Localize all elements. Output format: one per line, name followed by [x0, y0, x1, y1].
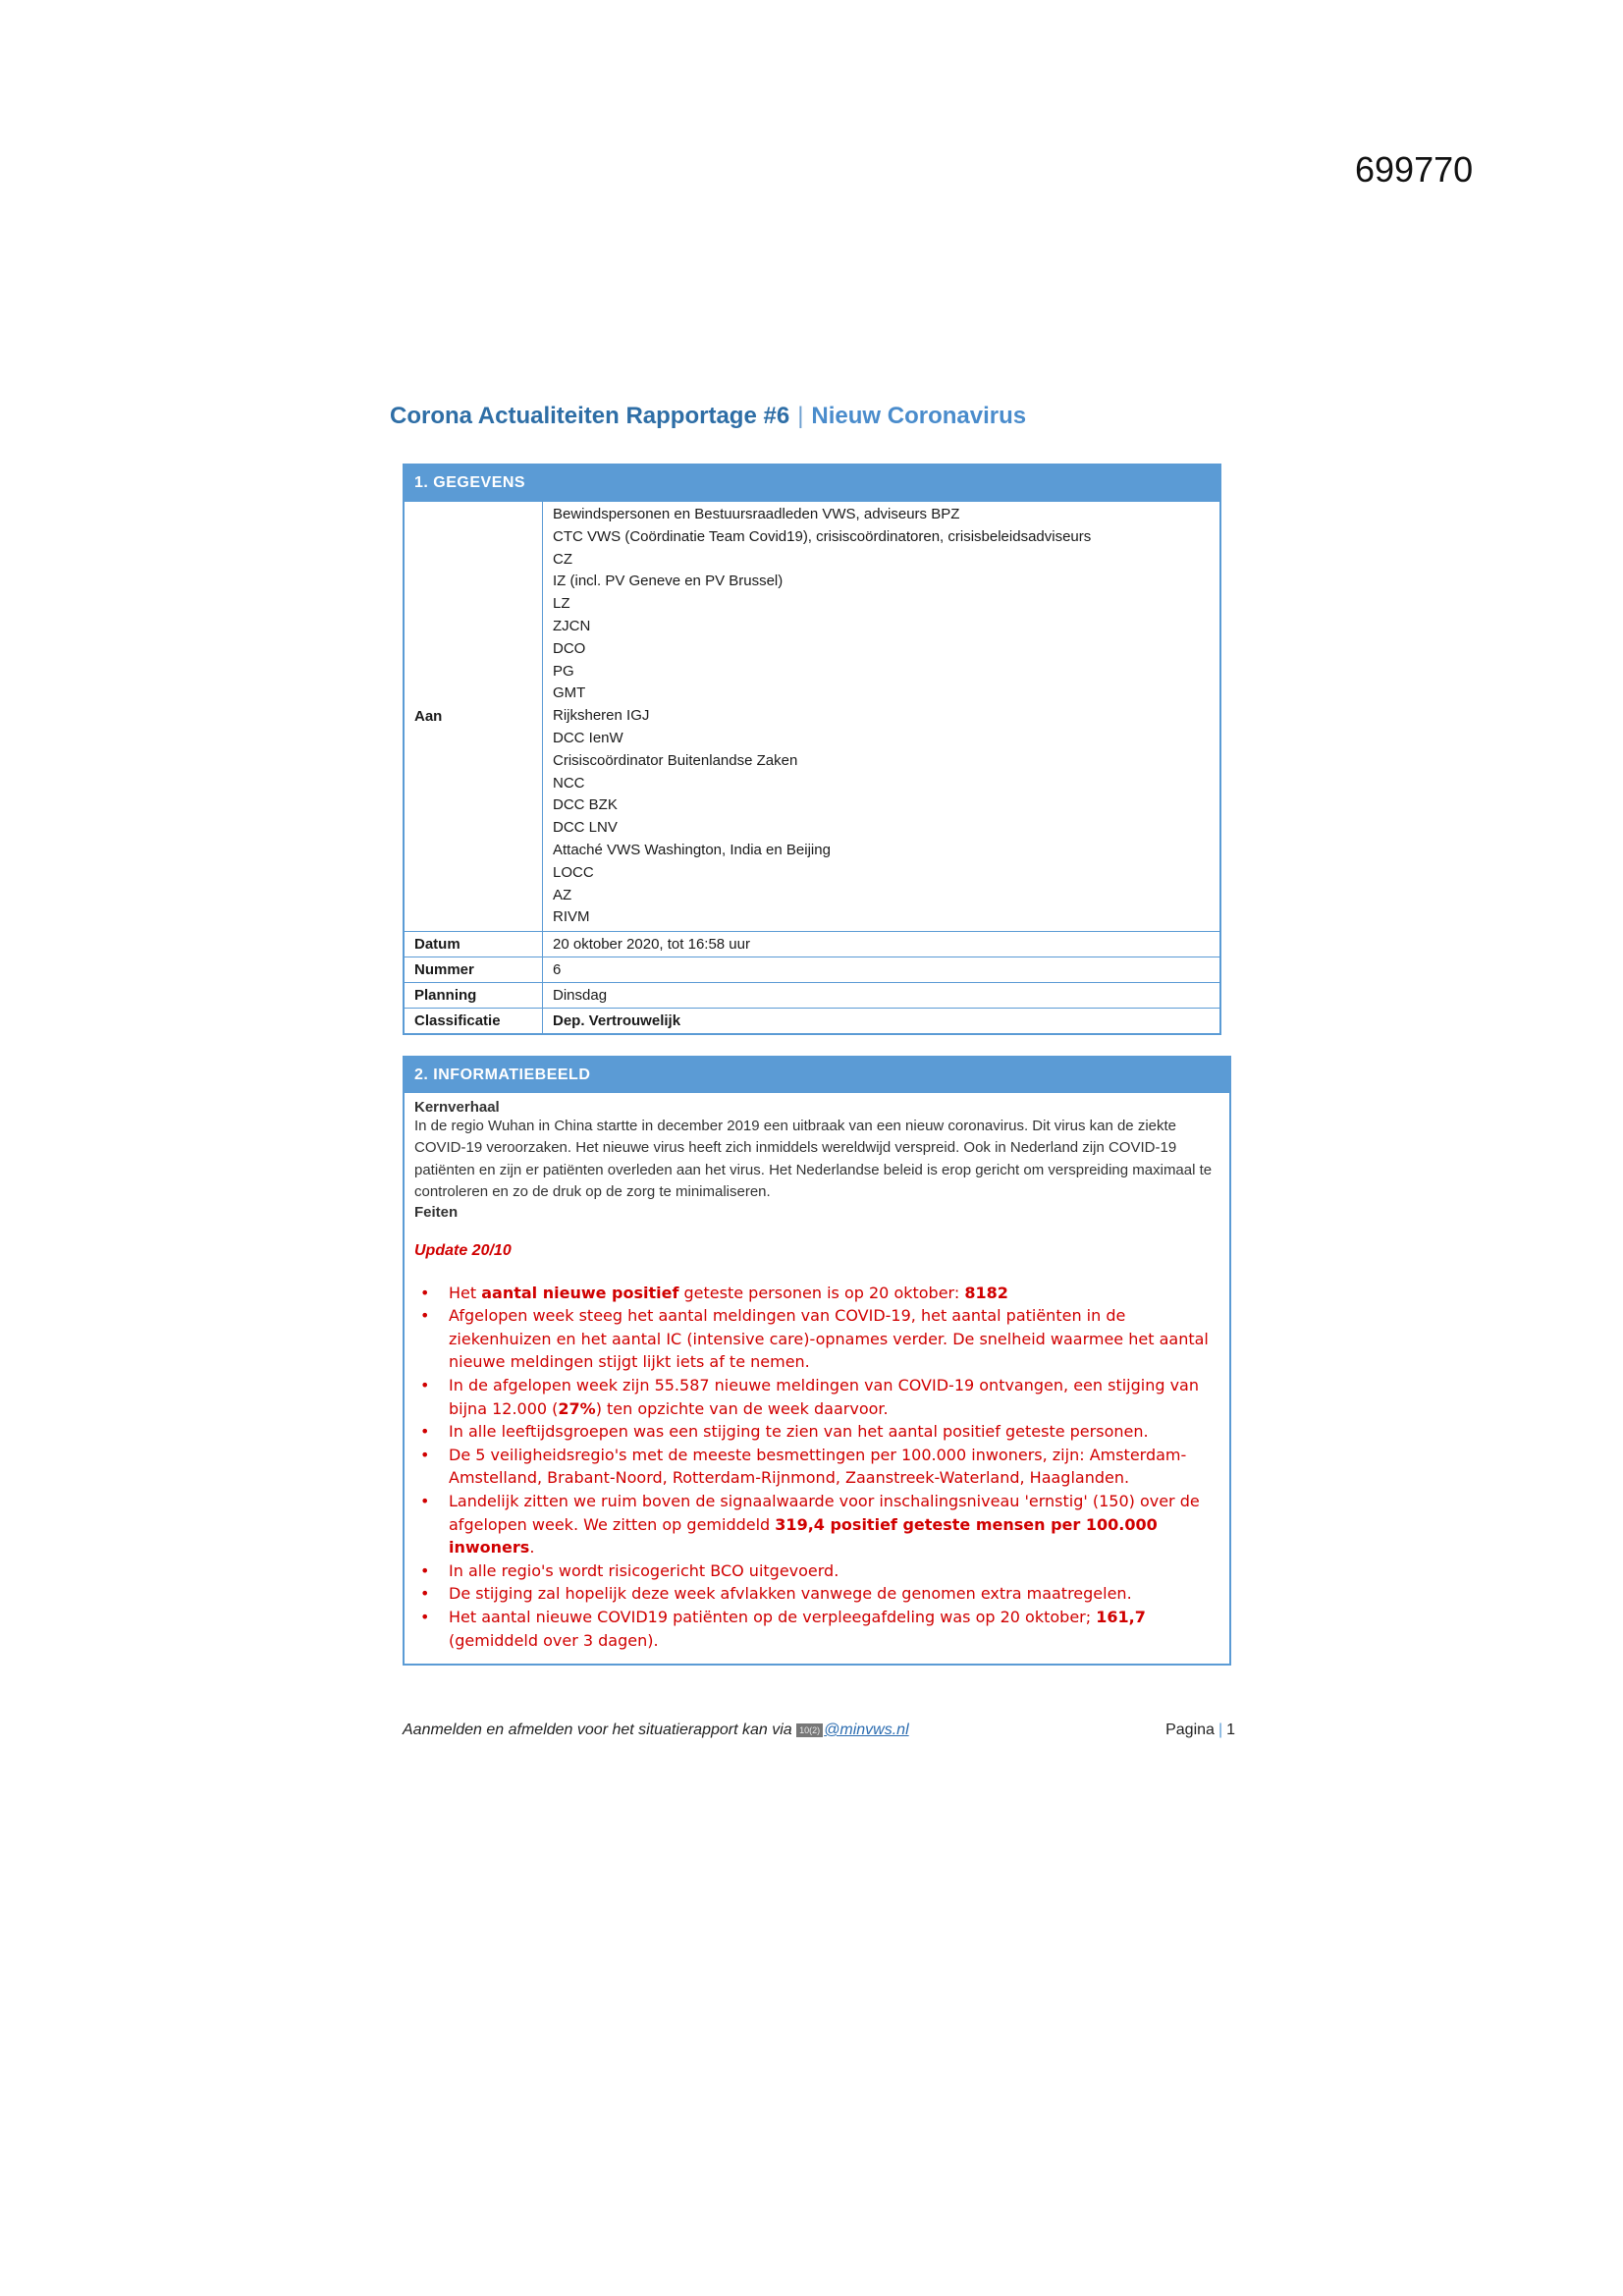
classificatie-value: Dep. Vertrouwelijk [553, 1012, 681, 1030]
bullet-text: Het [449, 1283, 482, 1302]
bullet-bold: 27% [558, 1398, 596, 1418]
datum-label: Datum [405, 932, 543, 957]
classificatie-row [405, 1008, 1219, 1033]
aan-list-item: CZ [553, 550, 572, 568]
informatiebeeld-section [403, 1056, 1231, 1666]
aan-list-item: Rijksheren IGJ [553, 707, 650, 725]
kernverhaal-text: In de regio Wuhan in China startte in december 2019 een uitbraak van een nieuw coronavirus. Dit virus kan de ziekte COVID-19 veroorzaken. Het nieuwe virus heeft zich inmiddels wereldwijd verspreid. Ook in Nederland zijn COVID-19 patiënten en zijn er patiënten overleden aan het virus. Het Nederlandse beleid is erop gericht om verspreiding maximaal te controleren en zo de druk op de zorg te minimaliseren. [414, 1118, 1213, 1201]
document-number: 699770 [1355, 149, 1474, 190]
aan-list [553, 504, 1210, 929]
gegevens-heading: 1. GEGEVENS [405, 465, 1219, 501]
informatiebeeld-heading: 2. INFORMATIEBEELD [405, 1058, 1229, 1093]
bullet-text: (gemiddeld over 3 dagen). [449, 1630, 659, 1650]
bullet-text: Landelijk zitten we ruim boven de signaalwaarde voor inschalingsniveau 'ernstig' (150) over de afgelopen week. We zitten op gemiddeld [449, 1491, 1200, 1534]
report-title [390, 403, 1026, 430]
aan-list-item: DCC BZK [553, 796, 618, 814]
aan-list-item: GMT [553, 684, 586, 702]
classificatie-label: Classificatie [405, 1009, 543, 1033]
list-item: • De stijging zal hopelijk deze week afvlakken vanwege de genomen extra maatregelen. [414, 1582, 1219, 1606]
list-item: • In alle regio's wordt risicogericht BCO uitgevoerd. [414, 1559, 1219, 1583]
feiten-list [414, 1282, 1219, 1653]
datum-value: 20 oktober 2020, tot 16:58 uur [553, 936, 750, 954]
page-label: Pagina [1165, 1722, 1215, 1738]
aan-list-item: LZ [553, 595, 570, 613]
feiten-heading: Feiten [414, 1203, 459, 1221]
datum-row [405, 931, 1219, 957]
bullet-text: Het aantal nieuwe COVID19 patiënten op de verpleegafdeling was op 20 oktober; [449, 1607, 1097, 1626]
page-number: 1 [1226, 1722, 1235, 1738]
footer-text: Aanmelden en afmelden voor het situatierapport kan via [403, 1722, 797, 1738]
page-separator: | [1217, 1722, 1223, 1738]
planning-value: Dinsdag [553, 987, 608, 1005]
aan-list-item: Bewindspersonen en Bestuursraadleden VWS, adviseurs BPZ [553, 506, 960, 522]
list-item: • In alle leeftijdsgroepen was een stijging te zien van het aantal positief geteste personen. [414, 1420, 1219, 1444]
aan-list-item: Attaché VWS Washington, India en Beijing [553, 841, 831, 858]
list-item [414, 1374, 1219, 1420]
bullet-bold: aantal nieuwe positief [481, 1283, 679, 1302]
aan-list-item: DCO [553, 639, 586, 657]
gegevens-table [403, 464, 1221, 1035]
aan-list-item: DCC IenW [553, 729, 623, 746]
bullet-text: geteste personen is op 20 oktober: [678, 1283, 965, 1302]
nummer-value: 6 [553, 961, 562, 979]
nummer-row [405, 957, 1219, 982]
informatiebeeld-body [405, 1093, 1229, 1664]
planning-label: Planning [405, 983, 543, 1008]
aan-list-item: PG [553, 662, 574, 680]
aan-list-item: ZJCN [553, 617, 591, 634]
aan-list-item: AZ [553, 886, 572, 903]
aan-label: Aan [405, 502, 543, 931]
redaction-mark: 10(2) [796, 1723, 823, 1737]
bullet-text: . [529, 1538, 535, 1558]
nummer-label: Nummer [405, 957, 543, 982]
report-title-sub: Nieuw Coronavirus [811, 403, 1027, 429]
bullet-bold: 8182 [964, 1283, 1008, 1302]
aan-value [543, 502, 1219, 931]
report-title-main: Corona Actualiteiten Rapportage #6 [390, 403, 790, 429]
list-item [414, 1490, 1219, 1559]
kernverhaal-heading: Kernverhaal [414, 1099, 500, 1116]
aan-list-item: Crisiscoördinator Buitenlandse Zaken [553, 751, 798, 769]
aan-list-item: RIVM [553, 908, 590, 926]
list-item: • Afgelopen week steeg het aantal meldingen van COVID-19, het aantal patiënten in de ziekenhuizen en het aantal IC (intensive care)-opnames verder. De snelheid waarmee het aantal nieuwe meldingen stijgt lijkt iets af te nemen. [414, 1304, 1219, 1374]
aan-list-item: DCC LNV [553, 819, 618, 837]
bullet-text: ) ten opzichte van de week daarvoor. [595, 1398, 889, 1418]
planning-row [405, 982, 1219, 1008]
update-label: Update 20/10 [414, 1241, 512, 1259]
bullet-bold: 161,7 [1096, 1607, 1146, 1626]
footer-email-link[interactable]: @minvws.nl [824, 1722, 909, 1738]
aan-list-item: LOCC [553, 863, 594, 881]
aan-list-item: IZ (incl. PV Geneve en PV Brussel) [553, 573, 784, 590]
bullet-text: In de afgelopen week zijn 55.587 nieuwe meldingen van COVID-19 ontvangen, een stijging van bijna 12.000 ( [449, 1376, 1199, 1418]
title-separator: | [797, 403, 804, 429]
aan-list-item: NCC [553, 774, 585, 792]
list-item [414, 1606, 1219, 1652]
aan-row [405, 501, 1219, 931]
list-item: • De 5 veiligheidsregio's met de meeste besmettingen per 100.000 inwoners, zijn: Amsterdam-Amstelland, Brabant-Noord, Rotterdam-Rijnmond, Zaanstreek-Waterland, Haaglanden. [414, 1444, 1219, 1490]
bullet-bold: 319,4 positief geteste mensen per 100.000 inwoners [449, 1514, 1158, 1558]
list-item [414, 1282, 1219, 1305]
page-indicator [1165, 1722, 1235, 1739]
footer-subscribe [403, 1722, 909, 1739]
aan-list-item: CTC VWS (Coördinatie Team Covid19), crisiscoördinatoren, crisisbeleidsadviseurs [553, 527, 1092, 545]
